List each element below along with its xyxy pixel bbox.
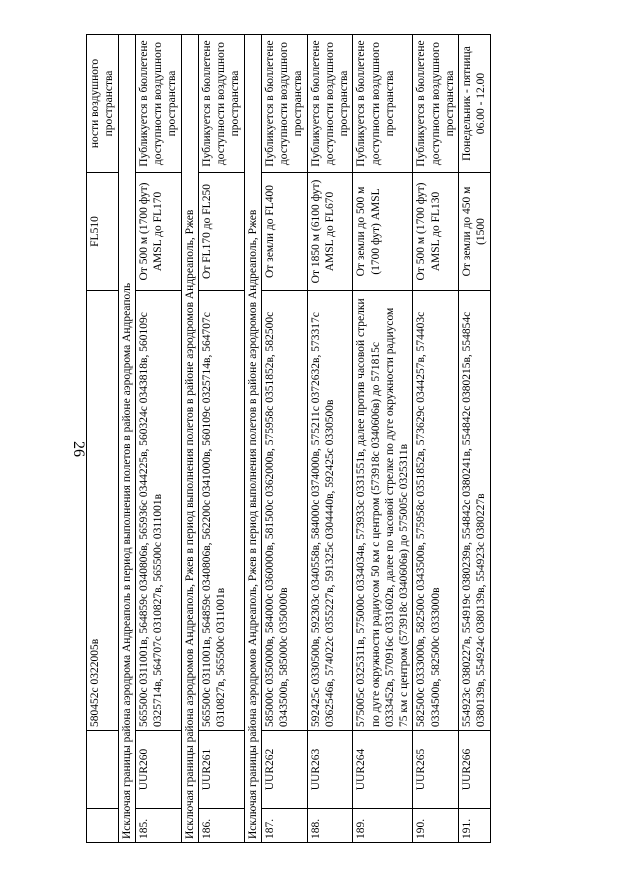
table-row (198, 35, 244, 843)
zone-publish: Публикуется в бюллетене доступности воздушного пространства (261, 35, 307, 173)
zone-id: UUR263 (307, 731, 353, 809)
zone-coordinates: 565500с 0311001в, 564859с 0340806в, 565936с 0344225в, 560324с 0343818в, 560109с 0325714в, 564707с 0310827в, 565500с 0311001в (135, 291, 181, 731)
table-row (413, 35, 459, 843)
zone-id: UUR261 (198, 731, 244, 809)
zone-publish: Публикуется в бюллетене доступности воздушного пространства (413, 35, 459, 173)
zone-publish: Публикуется в бюллетене доступности воздушного пространства (353, 35, 413, 173)
row-number: 191. (459, 809, 491, 843)
zone-altitude: От земли до 500 м (1700 фут) AMSL (353, 173, 413, 291)
zone-altitude: От 500 м (1700 фут) AMSL до FL170 (135, 173, 181, 291)
section-row (181, 35, 198, 843)
table-row (261, 35, 307, 843)
airspace-table (86, 34, 491, 843)
row-number: 190. (413, 809, 459, 843)
zone-publish: Публикуется в бюллетене доступности воздушного пространства (135, 35, 181, 173)
zone-id: UUR265 (413, 731, 459, 809)
zone-altitude: От 1850 м (6100 фут) AMSL до FL670 (307, 173, 353, 291)
section-row (244, 35, 261, 843)
zone-id (87, 731, 119, 809)
zone-id: UUR266 (459, 731, 491, 809)
zone-coordinates: 592425с 0330500в, 592303с 0340558в, 584000с 0374000в, 575211с 0372632в, 573317с 0362546в, 574022с 0355227в, 591325с 0304440в, 592425с 0330500в (307, 291, 353, 731)
section-caption: Исключая границы района аэродромов Андреаполь, Ржев в период выполнения полетов в районе аэродромов Андреаполь, Ржев (181, 35, 198, 843)
zone-publish: Понедельник - пятница 06.00 - 12.00 (459, 35, 491, 173)
page-number: 26 (70, 441, 87, 457)
section-caption: Исключая границы района аэродромов Андреаполь, Ржев в период выполнения полетов в районе аэродромов Андреаполь, Ржев (244, 35, 261, 843)
zone-publish: Публикуется в бюллетене доступности воздушного пространства (307, 35, 353, 173)
table-row (87, 35, 119, 843)
row-number: 187. (261, 809, 307, 843)
zone-altitude: От 500 м (1700 фут) AMSL до FL130 (413, 173, 459, 291)
table-row (307, 35, 353, 843)
table-row (135, 35, 181, 843)
zone-coordinates: 580452с 0322005в (87, 291, 119, 731)
zone-altitude: От земли до 450 м (1500 (459, 173, 491, 291)
table-row (353, 35, 413, 843)
zone-coordinates: 554923с 0380227в, 554919с 0380239в, 554842с 0380241в, 554842с 0380215в, 554854с 0380139в, 554924с 0380139в, 554923с 0380227в (459, 291, 491, 731)
zone-publish: ности воздушного пространства (87, 35, 119, 173)
zone-altitude: От FL170 до FL250 (198, 173, 244, 291)
table-row (459, 35, 491, 843)
row-number (87, 809, 119, 843)
zone-id: UUR264 (353, 731, 413, 809)
zone-coordinates: 565500с 0311001в, 564859с 0340806в, 562200с 0341000в, 560109с 0325714в, 564707с 0310827в, 565500с 0311001в (198, 291, 244, 731)
zone-id: UUR260 (135, 731, 181, 809)
row-number: 185. (135, 809, 181, 843)
row-number: 186. (198, 809, 244, 843)
zone-altitude: FL510 (87, 173, 119, 291)
row-number: 189. (353, 809, 413, 843)
zone-id: UUR262 (261, 731, 307, 809)
section-caption: Исключая границы района аэродрома Андреаполь в период выполнения полетов в районе аэродрома Андреаполь (118, 35, 135, 843)
section-row (118, 35, 135, 843)
zone-coordinates: 575005с 0325311в, 575000с 0334034в, 573933с 0331551в, далее против часовой стрелки по дуге окружности радиусом 50 км с центром (573918с 0340606в) до 571815с 0333452в, 570916с 0331602в, далее по часовой стрелке по дуге окружности радиусом 75 км с центром (573918с 0340606в) до 575005с 0325311в (353, 291, 413, 731)
zone-coordinates: 582500с 0333000в, 582500с 0343500в, 575958с 0351852в, 573629с 0344257в, 574403с 0334500в, 582500с 0333000в (413, 291, 459, 731)
zone-coordinates: 585000с 0350000в, 584000с 0360000в, 581500с 0362000в, 575958с 0351852в, 582500с 0343500в, 585000с 0350000в (261, 291, 307, 731)
zone-publish: Публикуется в бюллетене доступности воздушного пространства (198, 35, 244, 173)
rotated-page (86, 35, 626, 843)
row-number: 188. (307, 809, 353, 843)
zone-altitude: От земли до FL400 (261, 173, 307, 291)
